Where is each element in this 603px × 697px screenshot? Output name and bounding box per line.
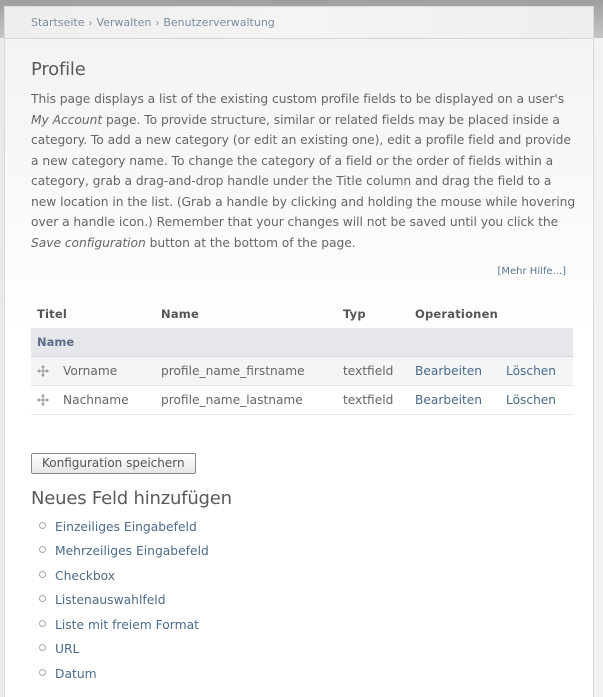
- profile-fields-table: [31, 300, 573, 415]
- circle-bullet-icon: [39, 546, 46, 553]
- breadcrumb-separator: ›: [88, 18, 93, 29]
- drag-handle-icon[interactable]: [37, 365, 49, 377]
- help-text: [31, 89, 576, 253]
- page-container: [4, 6, 594, 697]
- table-row: [31, 385, 573, 414]
- add-field-link[interactable]: Mehrzeiliges Eingabefeld: [55, 544, 209, 559]
- main-content: [5, 39, 593, 697]
- add-field-link[interactable]: Listenauswahlfeld: [55, 593, 166, 608]
- edit-cell: [409, 385, 500, 414]
- list-item: [39, 665, 567, 690]
- table-header-row: [31, 300, 573, 328]
- title-cell: [31, 356, 155, 385]
- field-title: Vorname: [63, 363, 118, 378]
- table-row: [31, 356, 573, 385]
- breadcrumb-benutzerverwaltung[interactable]: Benutzerverwaltung: [163, 16, 275, 29]
- column-header-typ: Typ: [343, 307, 366, 321]
- field-type: textfield: [337, 385, 409, 414]
- edit-cell: [409, 356, 500, 385]
- circle-bullet-icon: [39, 595, 46, 602]
- edit-link[interactable]: Bearbeiten: [415, 363, 482, 378]
- list-item: [39, 542, 567, 567]
- more-help-link[interactable]: [Mehr Hilfe...]: [497, 266, 566, 277]
- list-item: [39, 616, 567, 641]
- add-field-link[interactable]: Datum: [55, 667, 97, 682]
- add-field-title: Neues Feld hinzufügen: [31, 487, 232, 509]
- help-text-emphasis: Save configuration: [31, 235, 146, 250]
- field-name: profile_name_lastname: [155, 385, 337, 414]
- category-label: Name: [31, 328, 573, 356]
- breadcrumb-verwalten[interactable]: Verwalten: [96, 16, 152, 29]
- field-type: textfield: [337, 356, 409, 385]
- field-name: profile_name_firstname: [155, 356, 337, 385]
- add-field-link[interactable]: Einzeiliges Eingabefeld: [55, 519, 197, 534]
- circle-bullet-icon: [39, 571, 46, 578]
- list-item: [39, 567, 567, 592]
- add-field-link[interactable]: Checkbox: [55, 568, 116, 583]
- circle-bullet-icon: [39, 522, 46, 529]
- title-cell: [31, 385, 155, 414]
- list-item: [39, 640, 567, 665]
- circle-bullet-icon: [39, 669, 46, 676]
- delete-link[interactable]: Löschen: [506, 363, 557, 378]
- help-text-emphasis: My Account: [31, 112, 103, 127]
- help-text-part: This page displays a list of the existing custom profile fields to be displayed on a user's: [31, 92, 565, 106]
- column-header-titel: Titel: [37, 307, 68, 321]
- right-edge: [594, 38, 603, 697]
- column-header-operationen: Operationen: [415, 307, 498, 321]
- breadcrumb-separator: ›: [155, 18, 160, 29]
- column-header-name: Name: [161, 307, 199, 321]
- delete-link[interactable]: Löschen: [506, 392, 557, 407]
- add-field-link[interactable]: URL: [55, 642, 80, 657]
- add-field-list: [31, 518, 567, 690]
- list-item: [39, 518, 567, 543]
- breadcrumb: [5, 7, 593, 39]
- list-item: [39, 591, 567, 616]
- breadcrumb-startseite[interactable]: Startseite: [31, 16, 85, 29]
- delete-cell: [500, 356, 573, 385]
- drag-handle-icon[interactable]: [37, 394, 49, 406]
- add-field-link[interactable]: Liste mit freiem Format: [55, 617, 199, 632]
- page-title: Profile: [31, 59, 86, 80]
- more-help-container: [31, 266, 567, 277]
- category-row: [31, 328, 573, 356]
- delete-cell: [500, 385, 573, 414]
- circle-bullet-icon: [39, 620, 46, 627]
- circle-bullet-icon: [39, 644, 46, 651]
- field-title: Nachname: [63, 392, 129, 407]
- help-text-part: page. To provide structure, similar or related fields may be placed inside a category. To add a new category (or edit an existing one), edit a profile field and provide a new category name. To change the category of a field or the order of fields within a category, grab a drag-and-drop handle under the Title column and drag the field to a new location in the list. (Grab a handle by clicking and holding the mouse while hovering over a handle icon.) Remember that your changes will not be saved until you click the: [31, 112, 576, 229]
- save-configuration-button[interactable]: Konfiguration speichern: [31, 453, 196, 474]
- edit-link[interactable]: Bearbeiten: [415, 392, 482, 407]
- help-text-part: button at the bottom of the page.: [145, 235, 356, 250]
